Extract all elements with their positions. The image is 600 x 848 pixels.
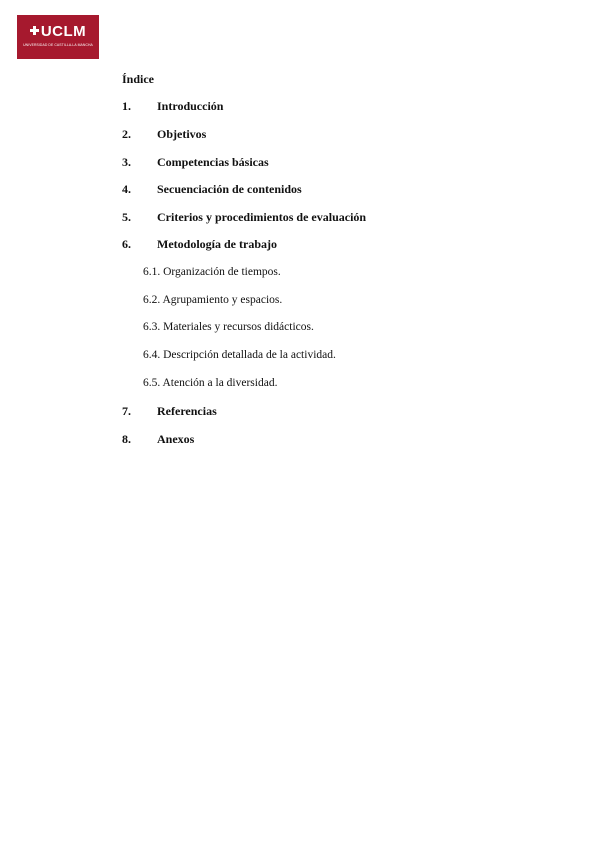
toc-number: 8. <box>122 432 131 446</box>
toc-number: 5. <box>122 210 131 224</box>
toc-subitem-agrupamiento: 6.2. Agrupamiento y espacios. <box>143 294 283 306</box>
cross-icon <box>30 26 39 35</box>
toc-label: Competencias básicas <box>157 155 269 169</box>
toc-number: 6. <box>122 237 131 251</box>
toc-label: Criterios y procedimientos de evaluación <box>157 210 367 224</box>
toc-number: 2. <box>122 127 131 141</box>
logo-text: UCLM <box>40 23 87 40</box>
toc-number: 1. <box>122 99 131 113</box>
index-title: Índice <box>122 72 155 86</box>
toc-subitem-materiales: 6.3. Materiales y recursos didácticos. <box>143 321 314 333</box>
uclm-logo <box>17 15 99 59</box>
toc-label: Anexos <box>157 432 195 446</box>
toc-subitem-organizacion: 6.1. Organización de tiempos. <box>143 266 281 278</box>
toc-label: Secuenciación de contenidos <box>157 182 302 196</box>
toc-subitem-descripcion: 6.4. Descripción detallada de la actividad. <box>143 349 336 361</box>
toc-label: Objetivos <box>157 127 207 141</box>
toc-label: Metodología de trabajo <box>157 237 277 251</box>
toc-label: Referencias <box>157 404 217 418</box>
toc-label: Introducción <box>157 99 224 113</box>
toc-number: 4. <box>122 182 131 196</box>
toc-number: 3. <box>122 155 131 169</box>
toc-number: 7. <box>122 404 131 418</box>
toc-subitem-atencion: 6.5. Atención a la diversidad. <box>143 377 278 389</box>
logo-subtitle: UNIVERSIDAD DE CASTILLA-LA MANCHA <box>23 43 93 47</box>
